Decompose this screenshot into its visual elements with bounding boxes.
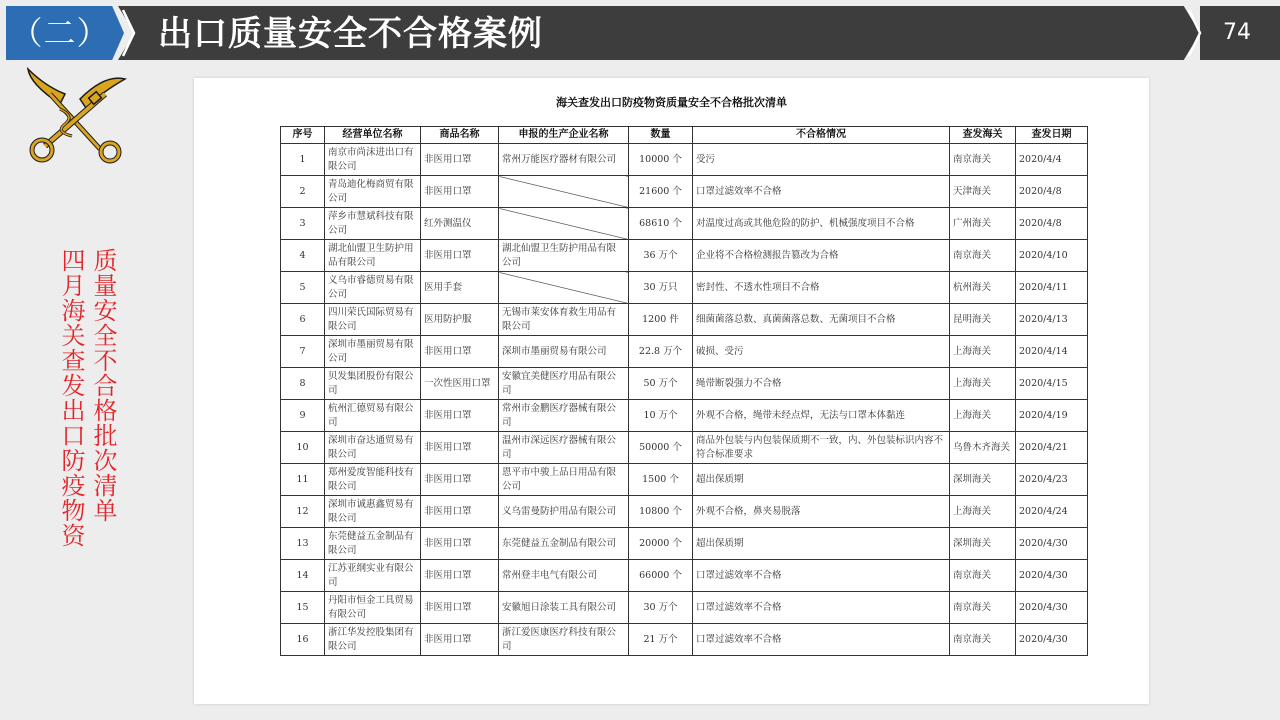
header-bar bbox=[0, 6, 1280, 60]
column-header-producer: 申报的生产企业名称 bbox=[499, 127, 629, 144]
cell-issue: 口罩过滤效率不合格 bbox=[693, 560, 950, 592]
side-caption-line-1: 质量安全不合格批次清单 bbox=[89, 248, 117, 523]
cell-date: 2020/4/15 bbox=[1016, 368, 1088, 400]
cell-company: 东莞健益五金制品有限公司 bbox=[325, 528, 421, 560]
cell-producer bbox=[499, 176, 629, 208]
table-row bbox=[281, 464, 1088, 496]
cell-qty: 50 万个 bbox=[629, 368, 693, 400]
cell-date: 2020/4/30 bbox=[1016, 528, 1088, 560]
cell-customs: 上海海关 bbox=[950, 368, 1016, 400]
cell-customs: 南京海关 bbox=[950, 624, 1016, 656]
cell-product: 非医用口罩 bbox=[421, 176, 499, 208]
cell-issue: 绳带断裂强力不合格 bbox=[693, 368, 950, 400]
table-header-row bbox=[281, 127, 1088, 144]
cell-no: 16 bbox=[281, 624, 325, 656]
cell-date: 2020/4/4 bbox=[1016, 144, 1088, 176]
cell-no: 2 bbox=[281, 176, 325, 208]
cell-producer: 湖北仙盟卫生防护用品有限公司 bbox=[499, 240, 629, 272]
cell-qty: 20000 个 bbox=[629, 528, 693, 560]
cell-qty: 66000 个 bbox=[629, 560, 693, 592]
cell-product: 非医用口罩 bbox=[421, 592, 499, 624]
cell-qty: 36 万个 bbox=[629, 240, 693, 272]
cell-no: 8 bbox=[281, 368, 325, 400]
cell-producer: 安徽旭日涂装工具有限公司 bbox=[499, 592, 629, 624]
cell-date: 2020/4/24 bbox=[1016, 496, 1088, 528]
cell-issue: 超出保质期 bbox=[693, 464, 950, 496]
table-row bbox=[281, 624, 1088, 656]
cell-no: 10 bbox=[281, 432, 325, 464]
cell-issue: 破损、受污 bbox=[693, 336, 950, 368]
cell-company: 江苏亚纲实业有限公司 bbox=[325, 560, 421, 592]
cell-product: 一次性医用口罩 bbox=[421, 368, 499, 400]
cell-company: 杭州汇德贸易有限公司 bbox=[325, 400, 421, 432]
cell-issue: 外观不合格，鼻夹易脱落 bbox=[693, 496, 950, 528]
cell-qty: 22.8 万个 bbox=[629, 336, 693, 368]
cell-issue: 口罩过滤效率不合格 bbox=[693, 592, 950, 624]
cell-product: 医用防护服 bbox=[421, 304, 499, 336]
table-row bbox=[281, 368, 1088, 400]
cell-date: 2020/4/21 bbox=[1016, 432, 1088, 464]
cell-date: 2020/4/23 bbox=[1016, 464, 1088, 496]
cell-issue: 口罩过滤效率不合格 bbox=[693, 176, 950, 208]
table-row bbox=[281, 560, 1088, 592]
cell-producer bbox=[499, 208, 629, 240]
cell-producer: 常州登丰电气有限公司 bbox=[499, 560, 629, 592]
cell-date: 2020/4/8 bbox=[1016, 208, 1088, 240]
customs-emblem-icon bbox=[20, 64, 130, 164]
cell-company: 贝发集团股份有限公司 bbox=[325, 368, 421, 400]
section-label: （二） bbox=[10, 14, 110, 52]
column-header-no: 序号 bbox=[281, 127, 325, 144]
cell-qty: 10800 个 bbox=[629, 496, 693, 528]
table-row bbox=[281, 144, 1088, 176]
cell-no: 12 bbox=[281, 496, 325, 528]
table-row bbox=[281, 592, 1088, 624]
cell-company: 浙江华发控股集团有限公司 bbox=[325, 624, 421, 656]
table-row bbox=[281, 432, 1088, 464]
cell-producer: 东莞健益五金制品有限公司 bbox=[499, 528, 629, 560]
cell-no: 13 bbox=[281, 528, 325, 560]
cell-issue: 企业将不合格检测报告篡改为合格 bbox=[693, 240, 950, 272]
cell-issue: 对温度过高或其他危险的防护、机械强度项目不合格 bbox=[693, 208, 950, 240]
cell-customs: 南京海关 bbox=[950, 592, 1016, 624]
cell-no: 15 bbox=[281, 592, 325, 624]
cell-no: 5 bbox=[281, 272, 325, 304]
column-header-issue: 不合格情况 bbox=[693, 127, 950, 144]
cell-qty: 68610 个 bbox=[629, 208, 693, 240]
cell-issue: 受污 bbox=[693, 144, 950, 176]
cell-qty: 30 万个 bbox=[629, 592, 693, 624]
table-row bbox=[281, 304, 1088, 336]
table-row bbox=[281, 176, 1088, 208]
cell-product: 非医用口罩 bbox=[421, 560, 499, 592]
nonconformity-table bbox=[280, 126, 1088, 656]
cell-date: 2020/4/19 bbox=[1016, 400, 1088, 432]
cell-date: 2020/4/11 bbox=[1016, 272, 1088, 304]
cell-customs: 上海海关 bbox=[950, 496, 1016, 528]
cell-date: 2020/4/10 bbox=[1016, 240, 1088, 272]
cell-no: 4 bbox=[281, 240, 325, 272]
cell-issue: 口罩过滤效率不合格 bbox=[693, 624, 950, 656]
cell-no: 7 bbox=[281, 336, 325, 368]
table-row bbox=[281, 272, 1088, 304]
cell-customs: 南京海关 bbox=[950, 560, 1016, 592]
cell-date: 2020/4/13 bbox=[1016, 304, 1088, 336]
cell-no: 11 bbox=[281, 464, 325, 496]
cell-customs: 南京海关 bbox=[950, 144, 1016, 176]
cell-company: 四川荣氏国际贸易有限公司 bbox=[325, 304, 421, 336]
cell-customs: 乌鲁木齐海关 bbox=[950, 432, 1016, 464]
cell-product: 非医用口罩 bbox=[421, 240, 499, 272]
cell-no: 1 bbox=[281, 144, 325, 176]
cell-qty: 1200 件 bbox=[629, 304, 693, 336]
cell-issue: 商品外包装与内包装保质期不一致，内、外包装标识内容不符合标准要求 bbox=[693, 432, 950, 464]
cell-company: 深圳市奋达通贸易有限公司 bbox=[325, 432, 421, 464]
table-row bbox=[281, 496, 1088, 528]
cell-no: 9 bbox=[281, 400, 325, 432]
cell-customs: 杭州海关 bbox=[950, 272, 1016, 304]
cell-qty: 30 万只 bbox=[629, 272, 693, 304]
page-number: 74 bbox=[1223, 20, 1251, 45]
cell-customs: 南京海关 bbox=[950, 240, 1016, 272]
cell-company: 郑州爱度智能科技有限公司 bbox=[325, 464, 421, 496]
cell-issue: 外观不合格，绳带未经点焊，无法与口罩本体黏连 bbox=[693, 400, 950, 432]
cell-company: 丹阳市恒金工具贸易有限公司 bbox=[325, 592, 421, 624]
cell-product: 红外测温仪 bbox=[421, 208, 499, 240]
cell-company: 湖北仙盟卫生防护用品有限公司 bbox=[325, 240, 421, 272]
cell-product: 非医用口罩 bbox=[421, 624, 499, 656]
cell-customs: 上海海关 bbox=[950, 400, 1016, 432]
cell-producer: 安徽宜美健医疗用品有限公司 bbox=[499, 368, 629, 400]
cell-product: 医用手套 bbox=[421, 272, 499, 304]
cell-customs: 广州海关 bbox=[950, 208, 1016, 240]
cell-company: 萍乡市慧斌科技有限公司 bbox=[325, 208, 421, 240]
cell-issue: 密封性、不透水性项目不合格 bbox=[693, 272, 950, 304]
cell-date: 2020/4/30 bbox=[1016, 592, 1088, 624]
cell-qty: 50000 个 bbox=[629, 432, 693, 464]
column-header-qty: 数量 bbox=[629, 127, 693, 144]
table-row bbox=[281, 528, 1088, 560]
table-row bbox=[281, 336, 1088, 368]
cell-customs: 深圳海关 bbox=[950, 528, 1016, 560]
cell-product: 非医用口罩 bbox=[421, 336, 499, 368]
cell-producer: 常州万能医疗器材有限公司 bbox=[499, 144, 629, 176]
cell-customs: 昆明海关 bbox=[950, 304, 1016, 336]
cell-date: 2020/4/8 bbox=[1016, 176, 1088, 208]
cell-no: 6 bbox=[281, 304, 325, 336]
cell-producer: 恩平市中骏上品日用品有限公司 bbox=[499, 464, 629, 496]
cell-customs: 天津海关 bbox=[950, 176, 1016, 208]
chevron-right-icon bbox=[120, 6, 136, 60]
cell-product: 非医用口罩 bbox=[421, 496, 499, 528]
cell-date: 2020/4/30 bbox=[1016, 560, 1088, 592]
cell-producer: 深圳市墨丽贸易有限公司 bbox=[499, 336, 629, 368]
column-header-company: 经营单位名称 bbox=[325, 127, 421, 144]
cell-issue: 超出保质期 bbox=[693, 528, 950, 560]
cell-product: 非医用口罩 bbox=[421, 432, 499, 464]
cell-qty: 10000 个 bbox=[629, 144, 693, 176]
cell-producer bbox=[499, 272, 629, 304]
cell-date: 2020/4/14 bbox=[1016, 336, 1088, 368]
cell-company: 义乌市睿德贸易有限公司 bbox=[325, 272, 421, 304]
table-row bbox=[281, 208, 1088, 240]
table-row bbox=[281, 240, 1088, 272]
column-header-product: 商品名称 bbox=[421, 127, 499, 144]
cell-issue: 细菌菌落总数、真菌菌落总数、无菌项目不合格 bbox=[693, 304, 950, 336]
cell-date: 2020/4/30 bbox=[1016, 624, 1088, 656]
page-title: 出口质量安全不合格案例 bbox=[158, 14, 543, 54]
cell-company: 南京市尚沫进出口有限公司 bbox=[325, 144, 421, 176]
table-row bbox=[281, 400, 1088, 432]
chevron-right-icon bbox=[1186, 6, 1202, 60]
cell-no: 14 bbox=[281, 560, 325, 592]
side-caption-line-2: 四月海关查发出口防疫物资 bbox=[57, 248, 85, 548]
cell-product: 非医用口罩 bbox=[421, 528, 499, 560]
cell-qty: 21 万个 bbox=[629, 624, 693, 656]
document-scan bbox=[194, 78, 1149, 704]
cell-producer: 常州市金鹏医疗器械有限公司 bbox=[499, 400, 629, 432]
cell-qty: 21600 个 bbox=[629, 176, 693, 208]
cell-producer: 无锡市莱安体育救生用品有限公司 bbox=[499, 304, 629, 336]
cell-producer: 浙江爱医康医疗科技有限公司 bbox=[499, 624, 629, 656]
cell-customs: 深圳海关 bbox=[950, 464, 1016, 496]
table-body bbox=[281, 144, 1088, 656]
cell-company: 青岛迪化梅商贸有限公司 bbox=[325, 176, 421, 208]
cell-product: 非医用口罩 bbox=[421, 464, 499, 496]
cell-customs: 上海海关 bbox=[950, 336, 1016, 368]
column-header-date: 查发日期 bbox=[1016, 127, 1088, 144]
column-header-customs: 查发海关 bbox=[950, 127, 1016, 144]
cell-company: 深圳市诚惠鑫贸易有限公司 bbox=[325, 496, 421, 528]
cell-producer: 温州市深远医疗器械有限公司 bbox=[499, 432, 629, 464]
document-title: 海关查发出口防疫物资质量安全不合格批次清单 bbox=[556, 96, 787, 109]
cell-producer: 义乌雷曼防护用品有限公司 bbox=[499, 496, 629, 528]
cell-qty: 1500 个 bbox=[629, 464, 693, 496]
cell-product: 非医用口罩 bbox=[421, 144, 499, 176]
cell-qty: 10 万个 bbox=[629, 400, 693, 432]
cell-product: 非医用口罩 bbox=[421, 400, 499, 432]
cell-company: 深圳市墨丽贸易有限公司 bbox=[325, 336, 421, 368]
cell-no: 3 bbox=[281, 208, 325, 240]
